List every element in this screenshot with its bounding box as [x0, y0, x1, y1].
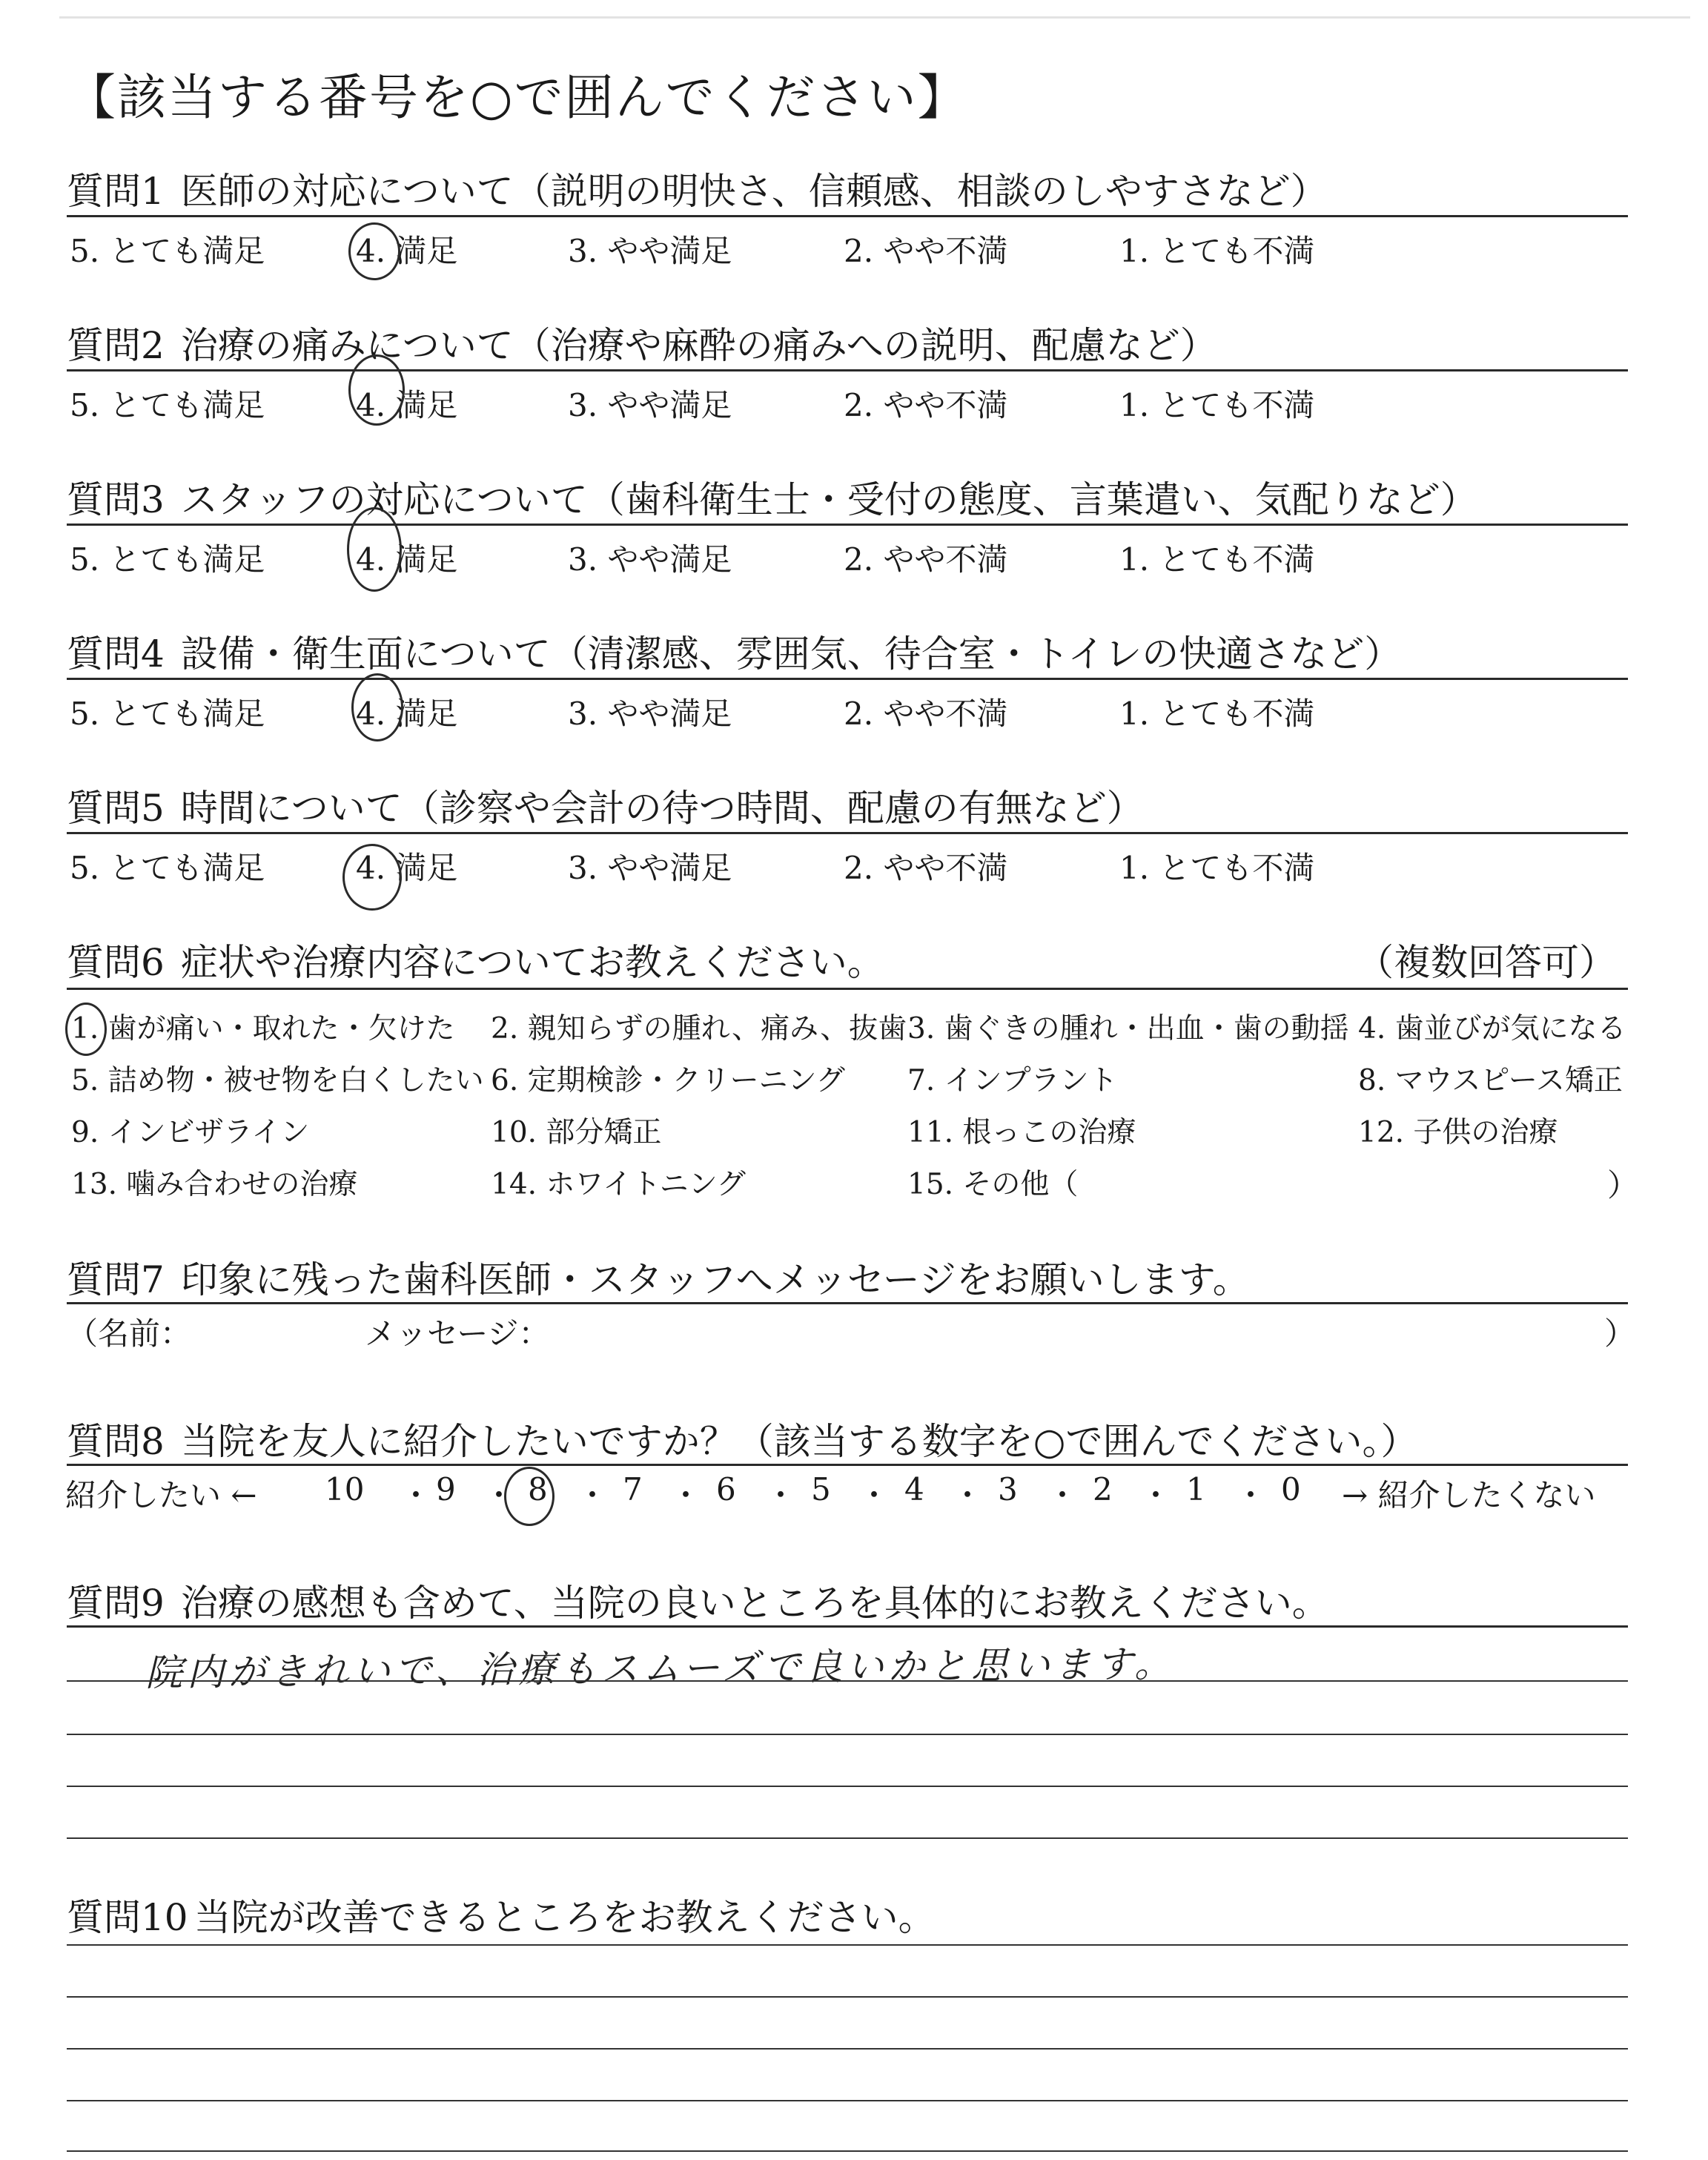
scale-3[interactable]: 3 [998, 1471, 1018, 1507]
scale-separator: ・ [400, 1477, 432, 1513]
question-number: 質問9 [67, 1582, 165, 1625]
option-1[interactable]: 1. とても不満 [1119, 233, 1315, 269]
scale-separator: ・ [858, 1477, 890, 1513]
other-closing-paren: ） [1607, 1167, 1639, 1203]
symptom-option[interactable]: 5. 詰め物・被せ物を白くしたい [71, 1064, 484, 1097]
symptom-option[interactable]: 1. 歯が痛い・取れた・欠けた [71, 1012, 455, 1046]
option-1[interactable]: 1. とても不満 [1119, 850, 1315, 886]
question-text: 印象に残った歯科医師・スタッフへメッセージをお願いします。 [180, 1258, 1250, 1301]
answer-line [67, 1996, 1628, 1998]
question-text: スタッフの対応について（歯科衛生士・受付の態度、言葉遣い、気配りなど） [180, 478, 1477, 521]
multiple-answers-note: （複数回答可） [1357, 941, 1616, 984]
option-1[interactable]: 1. とても不満 [1119, 696, 1315, 732]
divider [67, 1625, 1628, 1628]
scale-5[interactable]: 5 [811, 1471, 831, 1507]
answer-line [67, 1944, 1628, 1946]
option-4[interactable]: 4. 満足 [356, 541, 458, 578]
question-text: 設備・衛生面について（清潔感、雰囲気、待合室・トイレの快適さなど） [180, 633, 1402, 676]
question-5 [67, 779, 1144, 832]
scale-6[interactable]: 6 [716, 1471, 736, 1507]
selection-circle [351, 673, 403, 742]
question-1 [67, 162, 1328, 215]
divider [67, 1464, 1628, 1466]
option-4[interactable]: 4. 満足 [356, 233, 458, 269]
answer-line [67, 1786, 1628, 1787]
message-label: メッセージ： [365, 1315, 550, 1352]
answer-line [67, 2100, 1628, 2101]
selection-circle [348, 222, 400, 280]
option-1[interactable]: 1. とても不満 [1119, 387, 1315, 423]
scale-separator: ・ [483, 1477, 515, 1513]
question-6 [67, 933, 884, 986]
scale-separator: ・ [952, 1477, 984, 1513]
selection-circle [504, 1467, 555, 1526]
option-2[interactable]: 2. やや不満 [844, 541, 1008, 578]
scale-7[interactable]: 7 [623, 1471, 643, 1507]
symptom-option[interactable]: 3. 歯ぐきの腫れ・出血・歯の動揺 [907, 1012, 1349, 1046]
scale-1[interactable]: 1 [1186, 1471, 1206, 1507]
selection-circle [348, 354, 405, 426]
question-number: 質問5 [67, 787, 165, 830]
selection-circle [347, 507, 402, 592]
question-9 [67, 1573, 1329, 1627]
option-3[interactable]: 3. やや満足 [568, 387, 732, 423]
handwritten-answer: 院内がきれいで、治療もスムーズで良いかと思います。 [145, 1642, 1176, 1695]
answer-line [67, 1837, 1628, 1839]
scale-9[interactable]: 9 [436, 1471, 456, 1507]
option-2[interactable]: 2. やや不満 [844, 233, 1008, 269]
selection-circle [65, 1003, 107, 1056]
question-text: 当院が改善できるところをお教えください。 [193, 1896, 936, 1939]
question-number: 質問8 [67, 1420, 165, 1463]
option-3[interactable]: 3. やや満足 [568, 541, 732, 578]
symptom-option[interactable]: 12. 子供の治療 [1358, 1116, 1558, 1149]
answer-line [67, 1680, 1628, 1682]
question-text: 時間について（診察や会計の待つ時間、配慮の有無など） [180, 787, 1144, 830]
answer-line [67, 2048, 1628, 2050]
divider [67, 369, 1628, 371]
divider [67, 215, 1628, 217]
option-4[interactable]: 4. 満足 [356, 387, 458, 423]
question-number: 質問3 [67, 478, 165, 521]
question-text: 治療の感想も含めて、当院の良いところを具体的にお教えください。 [180, 1582, 1329, 1625]
option-2[interactable]: 2. やや不満 [844, 696, 1008, 732]
option-5[interactable]: 5. とても満足 [70, 696, 265, 732]
option-5[interactable]: 5. とても満足 [70, 387, 265, 423]
scale-right-label: → 紹介したくない [1342, 1477, 1596, 1513]
scale-separator: ・ [1235, 1477, 1267, 1513]
symptom-row-2 [71, 1057, 1628, 1099]
symptom-option[interactable]: 9. インビザライン [71, 1116, 310, 1149]
symptom-option[interactable]: 11. 根っこの治療 [907, 1116, 1136, 1149]
option-3[interactable]: 3. やや満足 [568, 233, 732, 269]
symptom-option[interactable]: 8. マウスピース矯正 [1358, 1064, 1623, 1097]
scale-separator: ・ [577, 1477, 609, 1513]
symptom-row-4 [71, 1161, 1628, 1203]
scale-0[interactable]: 0 [1281, 1471, 1301, 1507]
question-text: 医師の対応について（説明の明快さ、信頼感、相談のしやすさなど） [180, 170, 1328, 213]
divider [67, 524, 1628, 526]
option-5[interactable]: 5. とても満足 [70, 850, 265, 886]
symptom-option[interactable]: 15. その他（ [907, 1168, 1079, 1201]
option-3[interactable]: 3. やや満足 [568, 850, 732, 886]
question-number: 質問10 [67, 1896, 188, 1939]
question-8 [67, 1412, 1417, 1465]
answer-line [67, 1734, 1628, 1735]
divider [67, 988, 1628, 990]
symptom-option[interactable]: 2. 親知らずの腫れ、痛み、抜歯 [491, 1012, 907, 1046]
divider [67, 832, 1628, 834]
name-label: （名前： [67, 1315, 192, 1352]
scale-separator: ・ [1140, 1477, 1172, 1513]
symptom-row-3 [71, 1109, 1628, 1151]
question-number: 質問2 [67, 324, 165, 367]
scale-8[interactable]: 8 [528, 1471, 548, 1507]
form-header: 【該当する番号を○で囲んでください】 [67, 69, 968, 126]
message-closing-paren: ） [1604, 1315, 1636, 1352]
divider [67, 678, 1628, 680]
recommend-scale [65, 1471, 1629, 1516]
scale-10[interactable]: 10 [325, 1471, 365, 1507]
option-3[interactable]: 3. やや満足 [568, 696, 732, 732]
symptom-option[interactable]: 10. 部分矯正 [491, 1116, 662, 1149]
symptom-option[interactable]: 14. ホワイトニング [491, 1168, 746, 1201]
symptom-option[interactable]: 7. インプラント [907, 1064, 1118, 1097]
scale-separator: ・ [765, 1477, 797, 1513]
question-3 [67, 470, 1477, 524]
answer-line [67, 2150, 1628, 2152]
message-fields [67, 1309, 1636, 1354]
option-2[interactable]: 2. やや不満 [844, 850, 1008, 886]
symptom-option[interactable]: 4. 歯並びが気になる [1358, 1012, 1626, 1046]
option-1[interactable]: 1. とても不満 [1119, 541, 1315, 578]
question-text: 当院を友人に紹介したいですか？（該当する数字を○で囲んでください。） [180, 1420, 1418, 1463]
question-number: 質問4 [67, 633, 165, 676]
option-4[interactable]: 4. 満足 [356, 696, 458, 732]
top-divider [59, 16, 1690, 19]
divider [67, 1302, 1628, 1304]
question-4 [67, 624, 1401, 678]
symptom-option[interactable]: 13. 噛み合わせの治療 [71, 1168, 358, 1201]
selection-circle [342, 844, 402, 911]
scale-4[interactable]: 4 [904, 1471, 924, 1507]
option-4[interactable]: 4. 満足 [356, 850, 458, 886]
option-5[interactable]: 5. とても満足 [70, 233, 265, 269]
scale-left-label: 紹介したい ← [65, 1477, 257, 1513]
question-number: 質問7 [67, 1258, 165, 1301]
scale-2[interactable]: 2 [1093, 1471, 1113, 1507]
question-text: 治療の痛みについて（治療や麻酔の痛みへの説明、配慮など） [180, 324, 1217, 367]
scale-separator: ・ [670, 1477, 702, 1513]
question-2 [67, 316, 1217, 369]
symptom-option[interactable]: 6. 定期検診・クリーニング [491, 1064, 845, 1097]
question-number: 質問1 [67, 170, 165, 213]
scale-separator: ・ [1047, 1477, 1079, 1513]
question-text: 症状や治療内容についてお教えください。 [180, 941, 884, 984]
question-number: 質問6 [67, 941, 165, 984]
symptom-row-1 [71, 1005, 1628, 1047]
question-10 [67, 1888, 936, 1941]
option-5[interactable]: 5. とても満足 [70, 541, 265, 578]
question-7 [67, 1250, 1250, 1304]
option-2[interactable]: 2. やや不満 [844, 387, 1008, 423]
